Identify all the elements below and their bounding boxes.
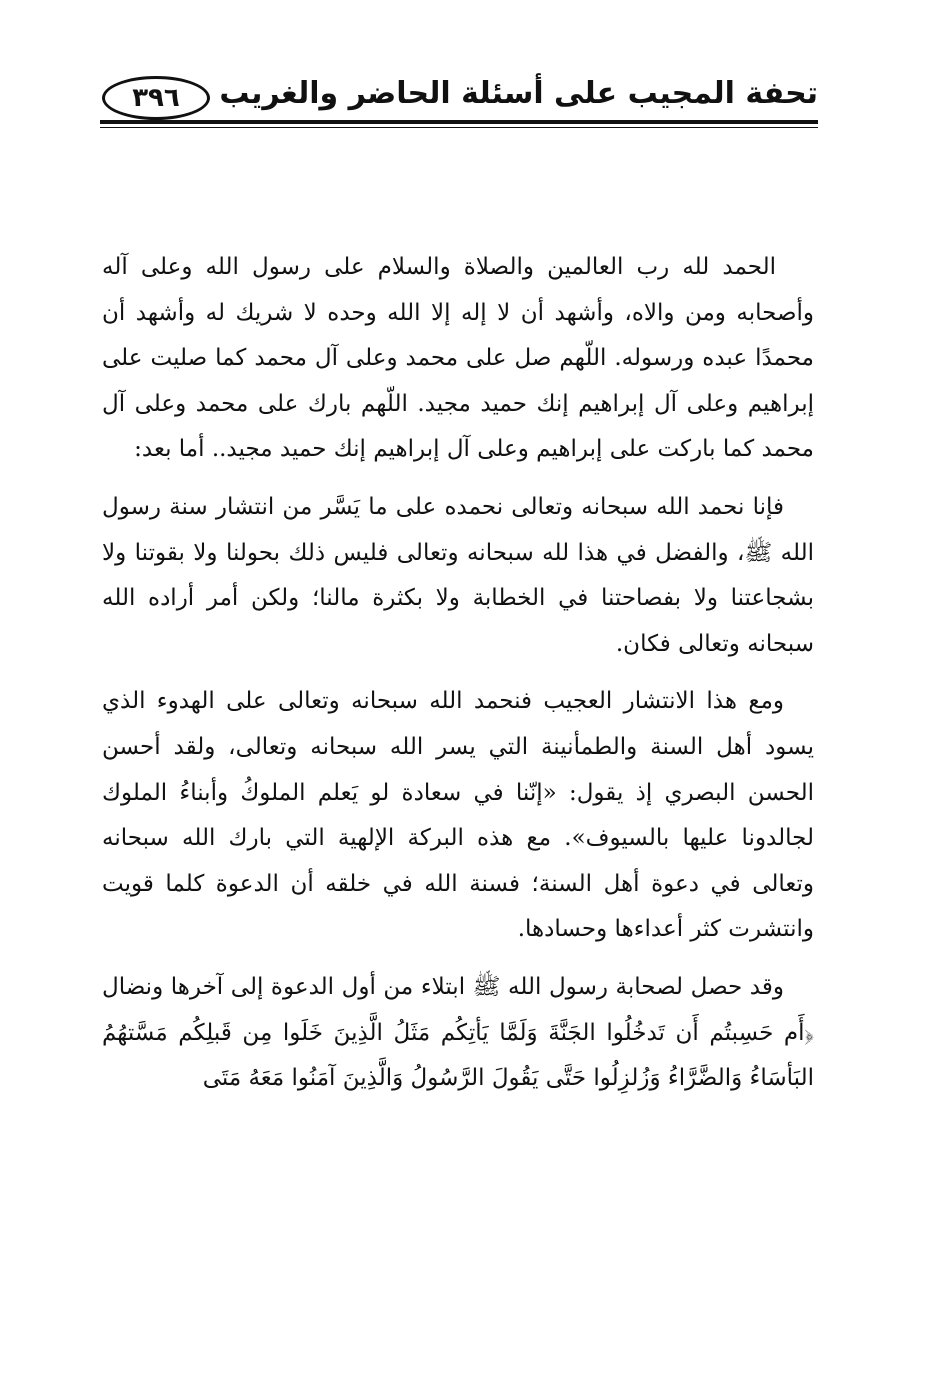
paragraph: ومع هذا الانتشار العجيب فنحمد الله سبحانه وتعالى على الهدوء الذي يسود أهل السنة والطمأنينة التي يسر الله سبحانه وتعالى، ولقد أحسن الحسن البصري إذ يقول: «إنّنا في سعادة لو يَعلم الملوكُ وأبناءُ الملوك لجالدونا عليها بالسيوف». مع هذه البركة الإلهية التي بارك الله سبحانه وتعالى في دعوة أهل السنة؛ فسنة الله في خلقه أن الدعوة كلما قويت وانتشرت كثر أعداءها وحسادها. [102,688,814,943]
page-number: ٣٩٦ [102,76,210,120]
page-body [102,245,814,1114]
paragraph: فإنا نحمد الله سبحانه وتعالى نحمده على ما يَسَّر من انتشار سنة رسول الله ﷺ، والفضل في هذا لله سبحانه وتعالى فليس ذلك بحولنا ولا بقوتنا ولا بشجاعتنا ولا بفصاحتنا في الخطابة ولا بكثرة مالنا؛ ولكن أمر أراده الله سبحانه وتعالى فكان. [102,493,814,657]
header-rule-thin [100,127,818,128]
book-title: تحفة المجيب على أسئلة الحاضر والغريب [219,76,818,111]
paragraph-opening: الحمد لله رب العالمين والصلاة والسلام على رسول الله وعلى آله وأصحابه ومن والاه، وأشهد أن لا إله إلا الله وحده لا شريك له وأشهد أن محمدًا عبده ورسوله. اللّهم صل على محمد وعلى آل محمد كما صليت على إبراهيم وعلى آل إبراهيم إنك حميد مجيد. اللّهم بارك على محمد وعلى آل محمد كما باركت على إبراهيم وعلى آل إبراهيم إنك حميد مجيد.. أما بعد: [102,254,814,463]
page-header [100,68,818,128]
paragraph: وقد حصل لصحابة رسول الله ﷺ ابتلاء من أول الدعوة إلى آخرها ونضال ﴿أَم حَسِبتُم أَن تَدخُلُوا الجَنَّةَ وَلَمَّا يَأتِكُم مَثَلُ الَّذِينَ خَلَوا مِن قَبلِكُم مَسَّتهُمُ البَأسَاءُ وَالضَّرَّاءُ وَزُلزِلُوا حَتَّى يَقُولَ الرَّسُولُ وَالَّذِينَ آمَنُوا مَعَهُ مَتَى [102,973,814,1092]
header-rule [100,120,818,124]
